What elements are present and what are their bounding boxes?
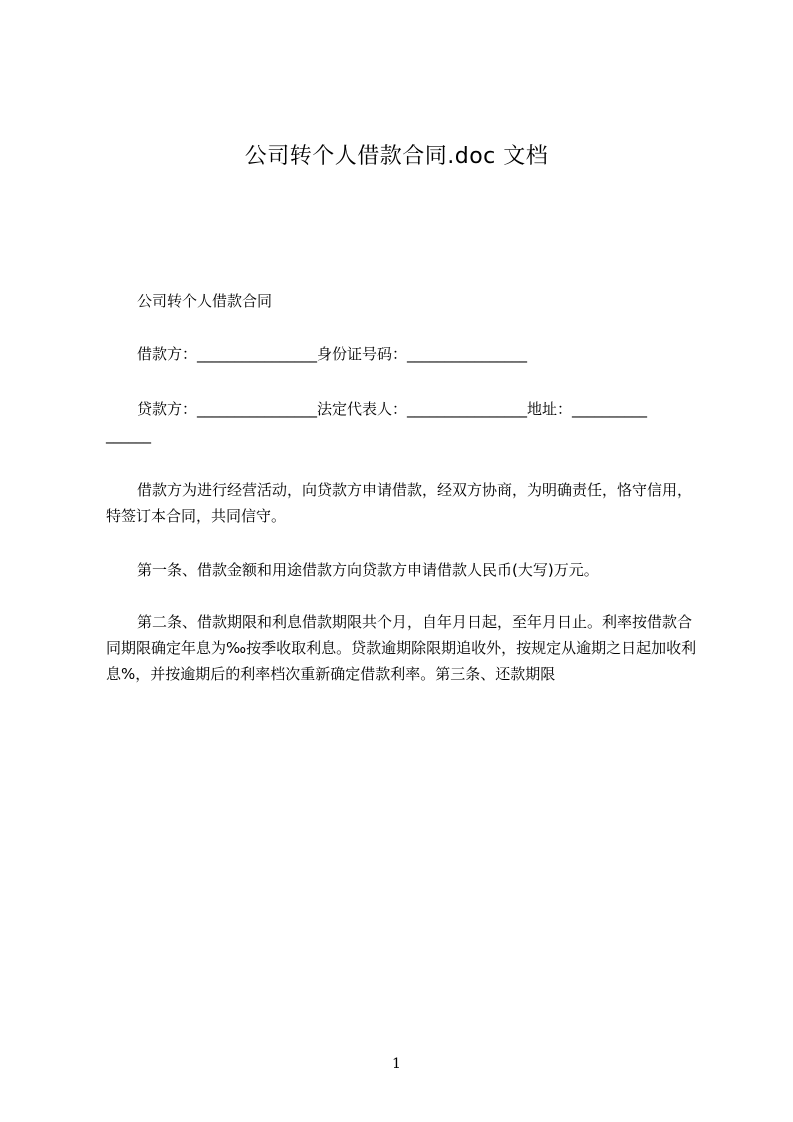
article-1: 第一条、借款金额和用途借款方向贷款方申请借款人民币(大写)万元。 [137, 561, 599, 579]
contract-subtitle: 公司转个人借款合同 [137, 292, 273, 310]
lender-line-continuation: ______ [106, 426, 151, 444]
intro-paragraph: 借款方为进行经营活动，向贷款方申请借款，经双方协商，为明确责任，恪守信用，特签订本合同，共同信守。 [106, 481, 693, 525]
article-2: 第二条、借款期限和利息借款期限共个月，自年月日起，至年月日止。利率按借款合同期限确定年息为‰按季收取利息。贷款逾期除限期追收外，按规定从逾期之日起加收利息%，并按逾期后的利率档次重新确定借款利率。第三条、还款期限 [106, 613, 697, 683]
borrower-line: 借款方：________________身份证号码：________________ [137, 345, 528, 363]
lender-line: 贷款方：________________法定代表人：________________地址：__________ [137, 400, 648, 418]
page-number: 1 [392, 1056, 401, 1072]
document-title: 公司转个人借款合同.doc 文档 [244, 144, 549, 169]
